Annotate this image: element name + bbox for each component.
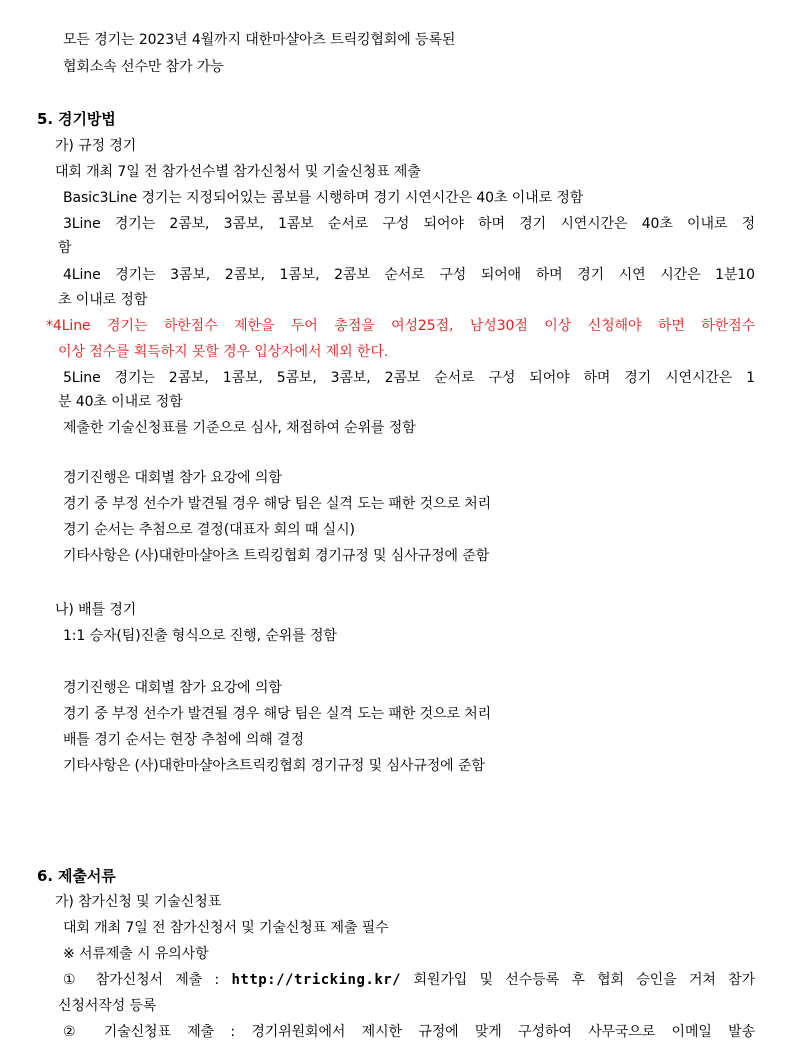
section-5b-rule: 경기 중 부정 선수가 발견될 경우 해당 팀은 실격 도는 패한 것으로 처리 (63, 706, 492, 722)
item-1-prefix: ① 참가신청서 제출 : (63, 972, 232, 988)
section-5a-line: 초 이내로 정함 (58, 292, 148, 308)
section-6a-item-1 (63, 970, 755, 990)
section-5a-rule: 경기진행은 대회별 참가 요강에 의함 (63, 470, 282, 486)
section-5a-rule: 경기 중 부정 선수가 발견될 경우 해당 팀은 실격 도는 패한 것으로 처리 (63, 496, 492, 512)
section-5a-line: 3Line 경기는 2콤보, 3콤보, 1콤보 순서로 구성 되어야 하며 경기 시연시간은 40초 이내로 정 (63, 216, 755, 232)
item-1-suffix: 회원가입 및 선수등록 후 협회 승인을 거쳐 참가 (401, 972, 756, 988)
section-5a-line: 5Line 경기는 2콤보, 1콤보, 5콤보, 3콤보, 2콤보 순서로 구성 되어야 하며 경기 시연시간은 1 (63, 370, 755, 386)
intro-line-2: 협회소속 선수만 참가 가능 (63, 59, 224, 75)
section-5b-rule: 경기진행은 대회별 참가 요강에 의함 (63, 680, 282, 696)
section-5a-line: 분 40초 이내로 정함 (58, 394, 183, 410)
section-5b-line: 1:1 승자(팀)진출 형식으로 진행, 순위를 정함 (63, 628, 337, 644)
tricking-url-link[interactable]: http://tricking.kr/ (231, 972, 402, 988)
section-6a-line: ※ 서류제출 시 유의사항 (63, 946, 209, 962)
section-5a-line: 함 (58, 240, 72, 256)
intro-line-1: 모든 경기는 2023년 4월까지 대한마샬아츠 트릭킹협회에 등록된 (63, 32, 456, 48)
section-5-heading: 5. 경기방법 (37, 110, 116, 128)
section-6a-line: 대회 개최 7일 전 참가신청서 및 기술신청표 제출 필수 (63, 920, 389, 936)
section-5a-rule: 경기 순서는 추첨으로 결정(대표자 회의 때 실시) (63, 522, 355, 538)
section-5a-line: 제출한 기술신청표를 기준으로 심사, 채점하여 순위를 정함 (63, 420, 416, 436)
section-6a-title: 가) 참가신청 및 기술신청표 (55, 894, 222, 910)
section-5a-warning-line: *4Line 경기는 하한점수 제한을 두어 총점을 여성25점, 남성30점 이상 신청해야 하면 하한점수 (46, 318, 755, 334)
section-5a-line: 4Line 경기는 3콤보, 2콤보, 1콤보, 2콤보 순서로 구성 되어애 하며 경기 시연 시간은 1분10 (63, 267, 755, 283)
section-5a-rule: 기타사항은 (사)대한마샬아츠 트릭킹협회 경기규정 및 심사규정에 준함 (63, 548, 490, 564)
section-5a-line: 대회 개최 7일 전 참가선수별 참가신청서 및 기술신청표 제출 (55, 164, 421, 180)
section-5b-title: 나) 배틀 경기 (55, 602, 137, 618)
section-6a-item-1-cont: 신청서작성 등록 (58, 998, 157, 1014)
section-5a-title: 가) 규정 경기 (55, 138, 137, 154)
section-5b-rule: 배틀 경기 순서는 현장 추첨에 의해 결정 (63, 732, 304, 748)
section-6-heading: 6. 제출서류 (37, 867, 116, 885)
section-5a-line: Basic3Line 경기는 지정되어있는 콤보를 시행하며 경기 시연시간은 40초 이내로 정함 (63, 190, 584, 206)
section-5b-rule: 기타사항은 (사)대한마샬아츠트릭킹협회 경기규정 및 심사규정에 준함 (63, 758, 485, 774)
section-5a-warning-line: 이상 점수를 획득하지 못할 경우 입상자에서 제외 한다. (58, 344, 389, 360)
section-6a-item-2: ② 기술신청표 제출 : 경기위원회에서 제시한 규정에 맞게 구성하여 사무국으로 이메일 발송 (63, 1024, 755, 1040)
